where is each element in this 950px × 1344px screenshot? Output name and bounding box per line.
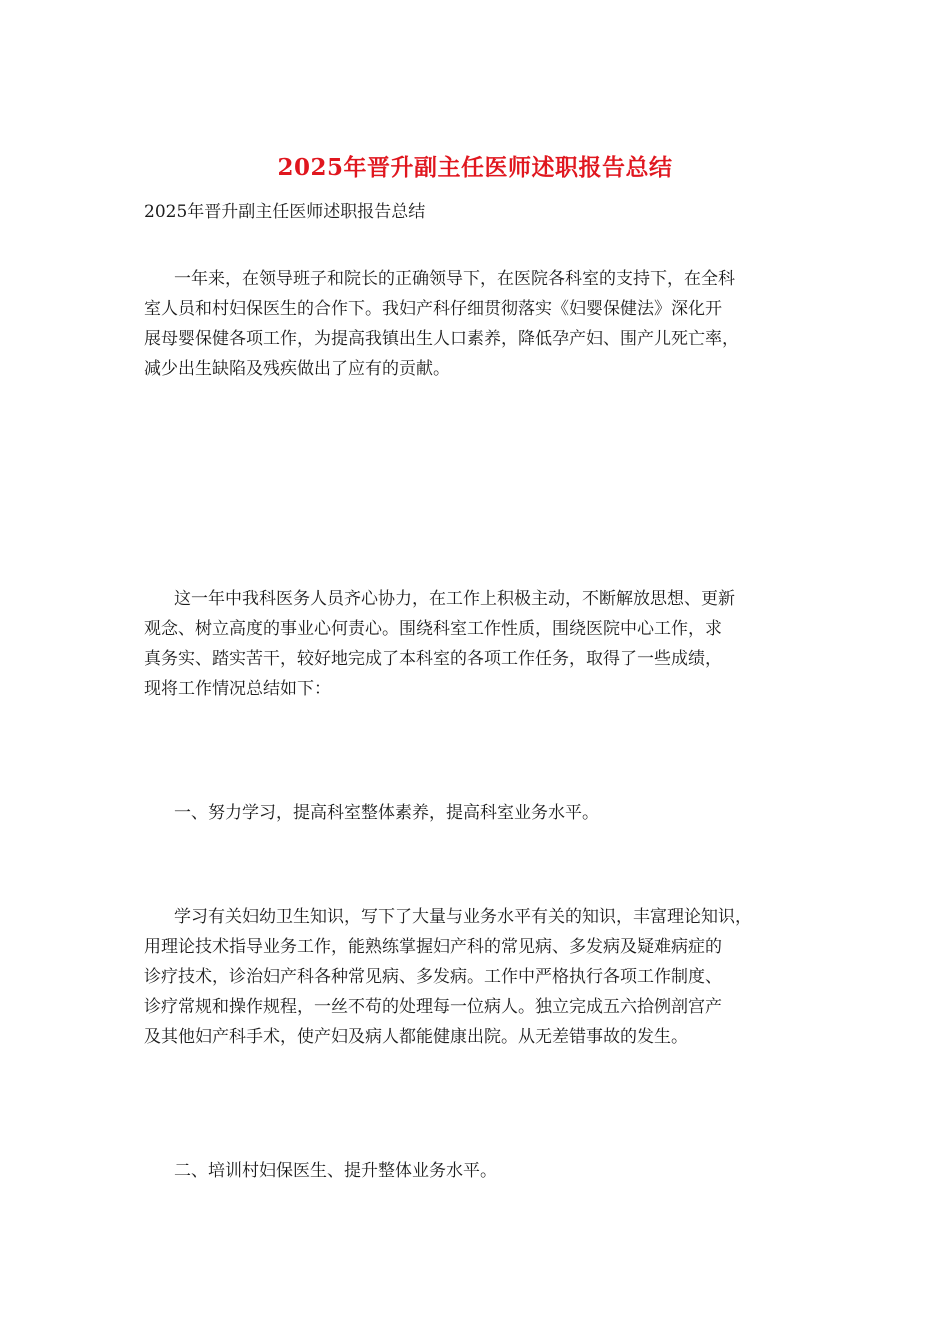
section-heading-2 (144, 1156, 834, 1186)
document-title: 2025年晋升副主任医师述职报告总结 (277, 154, 673, 181)
paragraph-line: 真务实、踏实苦干，较好地完成了本科室的各项工作任务，取得了一些成绩， (144, 649, 722, 669)
paragraph-line: 及其他妇产科手术，使产妇及病人都能健康出院。从无差错事故的发生。 (144, 1027, 688, 1047)
section-heading-text: 一、努力学习，提高科室整体素养，提高科室业务水平。 (174, 803, 599, 823)
paragraph-overview (144, 584, 834, 704)
paragraph-line: 用理论技术指导业务工作，能熟练掌握妇产科的常见病、多发病及疑难病症的 (144, 937, 722, 957)
paragraph-line: 一年来，在领导班子和院长的正确领导下，在医院各科室的支持下，在全科 (174, 269, 735, 289)
paragraph-line: 现将工作情况总结如下： (144, 679, 331, 699)
paragraph-study (144, 902, 834, 1052)
paragraph-line: 室人员和村妇保医生的合作下。我妇产科仔细贯彻落实《妇婴保健法》深化开 (144, 299, 722, 319)
paragraph-line: 学习有关妇幼卫生知识，写下了大量与业务水平有关的知识，丰富理论知识， (174, 907, 752, 927)
section-heading-text: 二、培训村妇保医生、提升整体业务水平。 (174, 1161, 497, 1181)
paragraph-line: 减少出生缺陷及残疾做出了应有的贡献。 (144, 359, 450, 379)
document-subtitle: 2025年晋升副主任医师述职报告总结 (144, 202, 426, 222)
paragraph-line: 展母婴保健各项工作，为提高我镇出生人口素养，降低孕产妇、围产儿死亡率， (144, 329, 739, 349)
paragraph-line: 观念、树立高度的事业心何责心。围绕科室工作性质，围绕医院中心工作，求 (144, 619, 722, 639)
section-heading-1 (144, 798, 834, 828)
paragraph-line: 诊疗常规和操作规程，一丝不苟的处理每一位病人。独立完成五六拾例剖宫产 (144, 997, 722, 1017)
paragraph-intro (144, 264, 834, 384)
paragraph-line: 这一年中我科医务人员齐心协力，在工作上积极主动，不断解放思想、更新 (174, 589, 735, 609)
paragraph-line: 诊疗技术，诊治妇产科各种常见病、多发病。工作中严格执行各项工作制度、 (144, 967, 722, 987)
